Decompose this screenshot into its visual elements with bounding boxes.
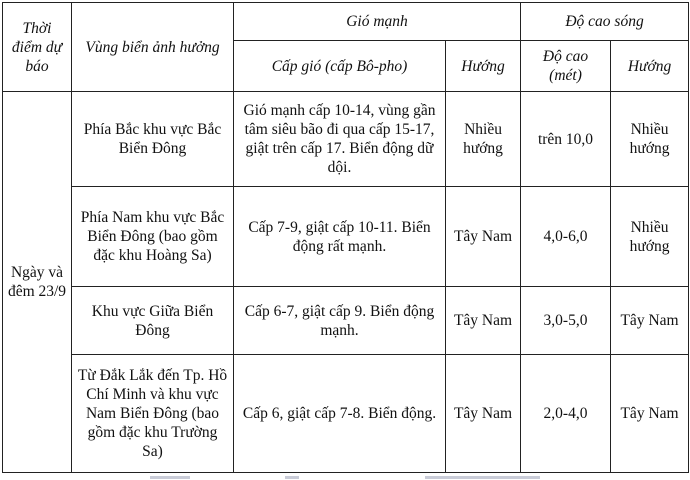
header-wind-group: Gió mạnh: [234, 3, 521, 41]
wave-height-cell: 4,0-6,0: [521, 187, 611, 287]
wind-level-cell: Cấp 7-9, giật cấp 10-11. Biển động rất mạnh.: [234, 187, 446, 287]
header-wind-direction: Hướng: [446, 41, 521, 92]
area-cell: Khu vực Giữa Biển Đông: [72, 287, 234, 355]
wave-height-cell: trên 10,0: [521, 92, 611, 187]
footer-smudge-mark: [285, 476, 299, 479]
area-cell: Phía Bắc khu vực Bắc Biển Đông: [72, 92, 234, 187]
wind-level-cell: Cấp 6-7, giật cấp 9. Biển động mạnh.: [234, 287, 446, 355]
header-wave-direction: Hướng: [611, 41, 689, 92]
wave-height-cell: 2,0-4,0: [521, 355, 611, 473]
wave-direction-cell: Tây Nam: [611, 355, 689, 473]
table-row: [3, 187, 689, 287]
header-time: Thời điểm dự báo: [3, 3, 72, 92]
time-cell: Ngày và đêm 23/9: [3, 92, 72, 473]
area-cell: Phía Nam khu vực Bắc Biển Đông (bao gồm đặc khu Hoàng Sa): [72, 187, 234, 287]
header-row-top: [3, 3, 689, 41]
forecast-table: [2, 2, 689, 473]
wind-direction-cell: Tây Nam: [446, 287, 521, 355]
header-wave-group: Độ cao sóng: [521, 3, 689, 41]
area-cell: Từ Đắk Lắk đến Tp. Hồ Chí Minh và khu vực Nam Biển Đông (bao gồm đặc khu Trường Sa): [72, 355, 234, 473]
wave-direction-cell: Tây Nam: [611, 287, 689, 355]
wave-direction-cell: Nhiều hướng: [611, 187, 689, 287]
wind-direction-cell: Tây Nam: [446, 187, 521, 287]
table-row: [3, 287, 689, 355]
wind-direction-cell: Nhiều hướng: [446, 92, 521, 187]
footer-smudge-mark: [150, 476, 190, 479]
header-area: Vùng biển ảnh hưởng: [72, 3, 234, 92]
header-wave-height: Độ cao (mét): [521, 41, 611, 92]
footer-smudge-mark: [425, 476, 540, 479]
cropped-footer-text: [0, 474, 690, 480]
wind-direction-cell: Tây Nam: [446, 355, 521, 473]
table-row: [3, 355, 689, 473]
wave-direction-cell: Nhiều hướng: [611, 92, 689, 187]
table-row: [3, 92, 689, 187]
wind-level-cell: Cấp 6, giật cấp 7-8. Biển động.: [234, 355, 446, 473]
wave-height-cell: 3,0-5,0: [521, 287, 611, 355]
wind-level-cell: Gió mạnh cấp 10-14, vùng gần tâm siêu bão đi qua cấp 15-17, giật trên cấp 17. Biển động dữ dội.: [234, 92, 446, 187]
header-wind-level: Cấp gió (cấp Bô-pho): [234, 41, 446, 92]
